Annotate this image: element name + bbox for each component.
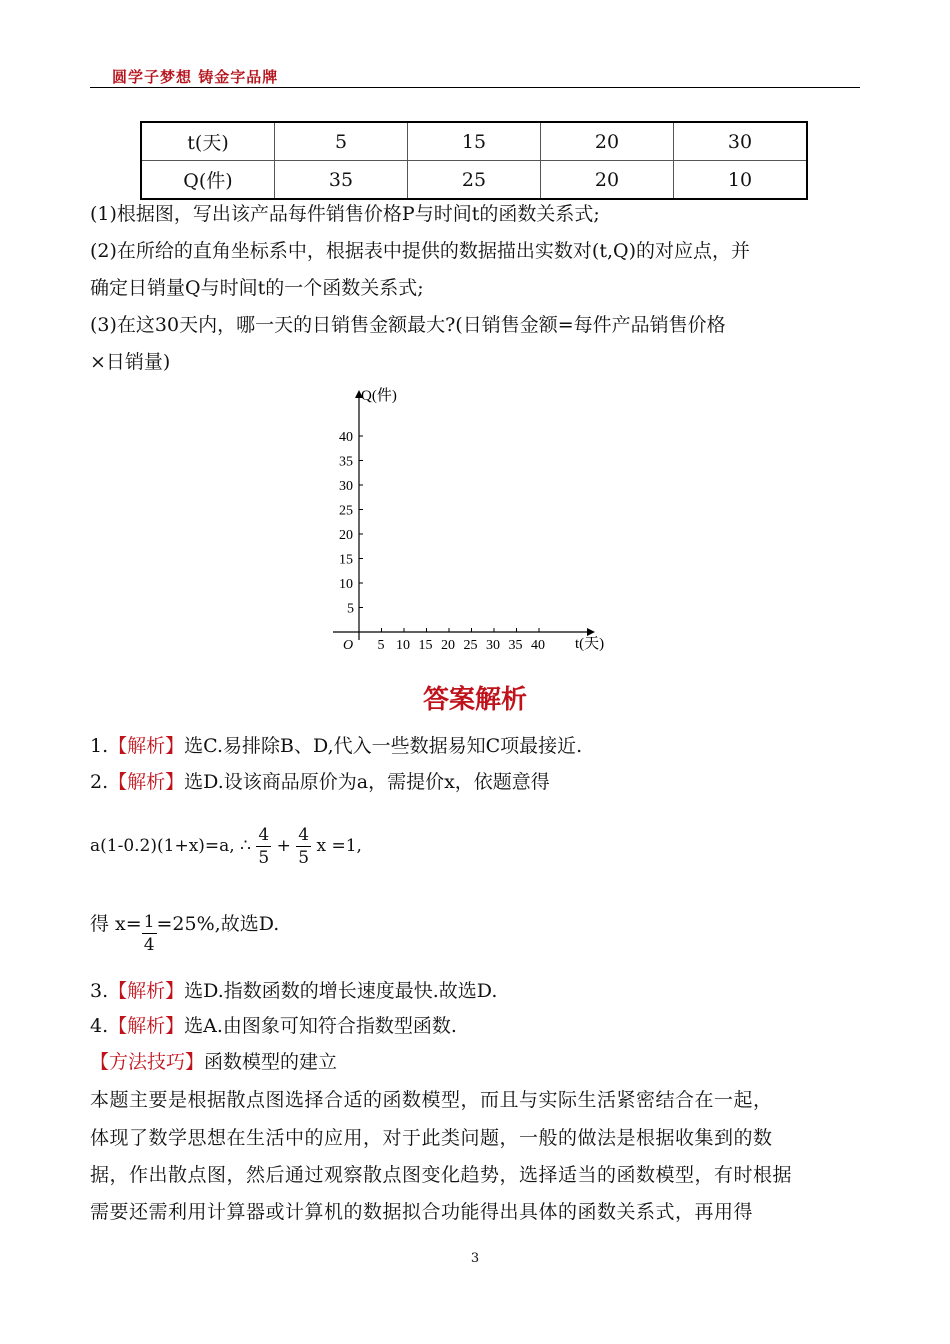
y-tick-label: 10	[339, 577, 353, 592]
x-tick-label: 35	[508, 638, 523, 653]
question-2-line-2: 确定日销量Q与时间t的一个函数关系式;	[90, 277, 424, 299]
numerator: 1	[143, 912, 155, 932]
numerator: 4	[298, 825, 310, 845]
analysis-tag: 【解析】	[108, 771, 185, 793]
equation-right: x =1,	[316, 836, 362, 856]
y-axis-label: Q(件)	[361, 388, 397, 404]
question-1: (1)根据图，写出该产品每件销售价格P与时间t的函数关系式;	[90, 203, 600, 225]
fraction	[296, 824, 311, 869]
x-tick-label: 10	[396, 638, 410, 653]
answer-3	[90, 980, 497, 1002]
data-table	[140, 121, 808, 200]
table-row	[141, 161, 807, 200]
table-cell: 30	[674, 122, 808, 161]
analysis-tag: 【解析】	[108, 1015, 185, 1037]
method-text-line: 需要还需利用计算器或计算机的数据拟合功能得出具体的函数关系式，再用得	[90, 1201, 754, 1223]
y-tick-label: 15	[339, 552, 353, 568]
question-2-line-1: (2)在所给的直角坐标系中，根据表中提供的数据描出实数对(t,Q)的对应点，并	[90, 240, 750, 262]
y-tick-label: 25	[339, 503, 353, 519]
header-brand: 圆学子梦想 铸金字品牌	[112, 68, 279, 86]
question-3-line-2: ×日销量)	[90, 351, 171, 373]
plus-sign: +	[276, 836, 291, 856]
answer-title: 答案解析	[422, 685, 527, 715]
answer-number: 1.	[90, 735, 109, 757]
answer-text: 选D.指数函数的增长速度最快.故选D.	[184, 980, 498, 1002]
x-tick-label: 40	[531, 638, 545, 653]
answer-text: 选A.由图象可知符合指数型函数.	[184, 1015, 457, 1037]
x-tick-label: 20	[441, 638, 455, 653]
method-tag: 【方法技巧】	[90, 1051, 205, 1073]
answer-2	[90, 771, 550, 793]
y-tick-label: 35	[339, 454, 353, 470]
numerator: 4	[258, 825, 270, 845]
answer-2-equation	[90, 821, 362, 871]
x-axis-arrow	[587, 628, 595, 636]
x-tick-label: 30	[486, 638, 500, 653]
answer-number: 4.	[90, 1015, 109, 1037]
method-tip-heading	[90, 1051, 337, 1073]
answer-text: 选D.设该商品原价为a，需提价x，依题意得	[184, 771, 550, 793]
result-prefix: 得 x=	[90, 913, 142, 935]
x-axis-label: t(天)	[575, 636, 605, 652]
therefore-symbol: ∴	[240, 836, 251, 856]
answer-number: 3.	[90, 980, 109, 1002]
x-tick-label: 15	[418, 638, 433, 653]
fraction	[142, 911, 157, 956]
x-tick-label: 5	[377, 638, 385, 653]
table-cell: 15	[408, 122, 541, 161]
question-3-line-1: (3)在这30天内，哪一天的日销售金额最大?(日销售金额=每件产品销售价格	[90, 314, 726, 336]
table-row	[141, 122, 807, 161]
answer-2-result	[90, 899, 279, 956]
table-cell: 20	[541, 122, 674, 161]
origin-label: O	[343, 638, 354, 653]
equation-left: a(1-0.2)(1+x)=a,	[90, 836, 235, 856]
fraction	[256, 824, 271, 869]
answer-number: 2.	[90, 771, 109, 793]
denominator: 5	[258, 848, 270, 868]
method-title: 函数模型的建立	[204, 1051, 338, 1073]
table-cell: 35	[275, 161, 408, 200]
analysis-tag: 【解析】	[108, 980, 185, 1002]
table-cell: t(天)	[141, 122, 275, 161]
denominator: 5	[298, 848, 310, 868]
table-cell: 10	[674, 161, 808, 200]
answer-text: 选C.易排除B、D,代入一些数据易知C项最接近.	[184, 735, 583, 757]
y-tick-label: 5	[347, 601, 354, 617]
coordinate-plane	[325, 382, 625, 657]
method-text-line: 据，作出散点图，然后通过观察散点图变化趋势，选择适当的函数模型，有时根据	[90, 1164, 793, 1186]
y-tick-label: 40	[339, 430, 353, 445]
table-cell: 5	[275, 122, 408, 161]
denominator: 4	[143, 935, 155, 955]
table-cell: Q(件)	[141, 161, 275, 200]
y-tick-label: 30	[339, 479, 353, 494]
table-cell: 20	[541, 161, 674, 200]
page-number: 3	[470, 1251, 480, 1266]
result-suffix: =25%,故选D.	[156, 913, 280, 935]
table-cell: 25	[408, 161, 541, 200]
y-tick-label: 20	[339, 528, 353, 543]
method-text-line: 本题主要是根据散点图选择合适的函数模型，而且与实际生活紧密结合在一起，	[90, 1089, 773, 1111]
answer-1	[90, 735, 582, 757]
x-tick-label: 25	[463, 638, 478, 653]
analysis-tag: 【解析】	[108, 735, 185, 757]
method-text-line: 体现了数学思想在生活中的应用，对于此类问题，一般的做法是根据收集到的数	[90, 1127, 773, 1149]
header-divider	[90, 87, 860, 88]
answer-4	[90, 1015, 457, 1037]
